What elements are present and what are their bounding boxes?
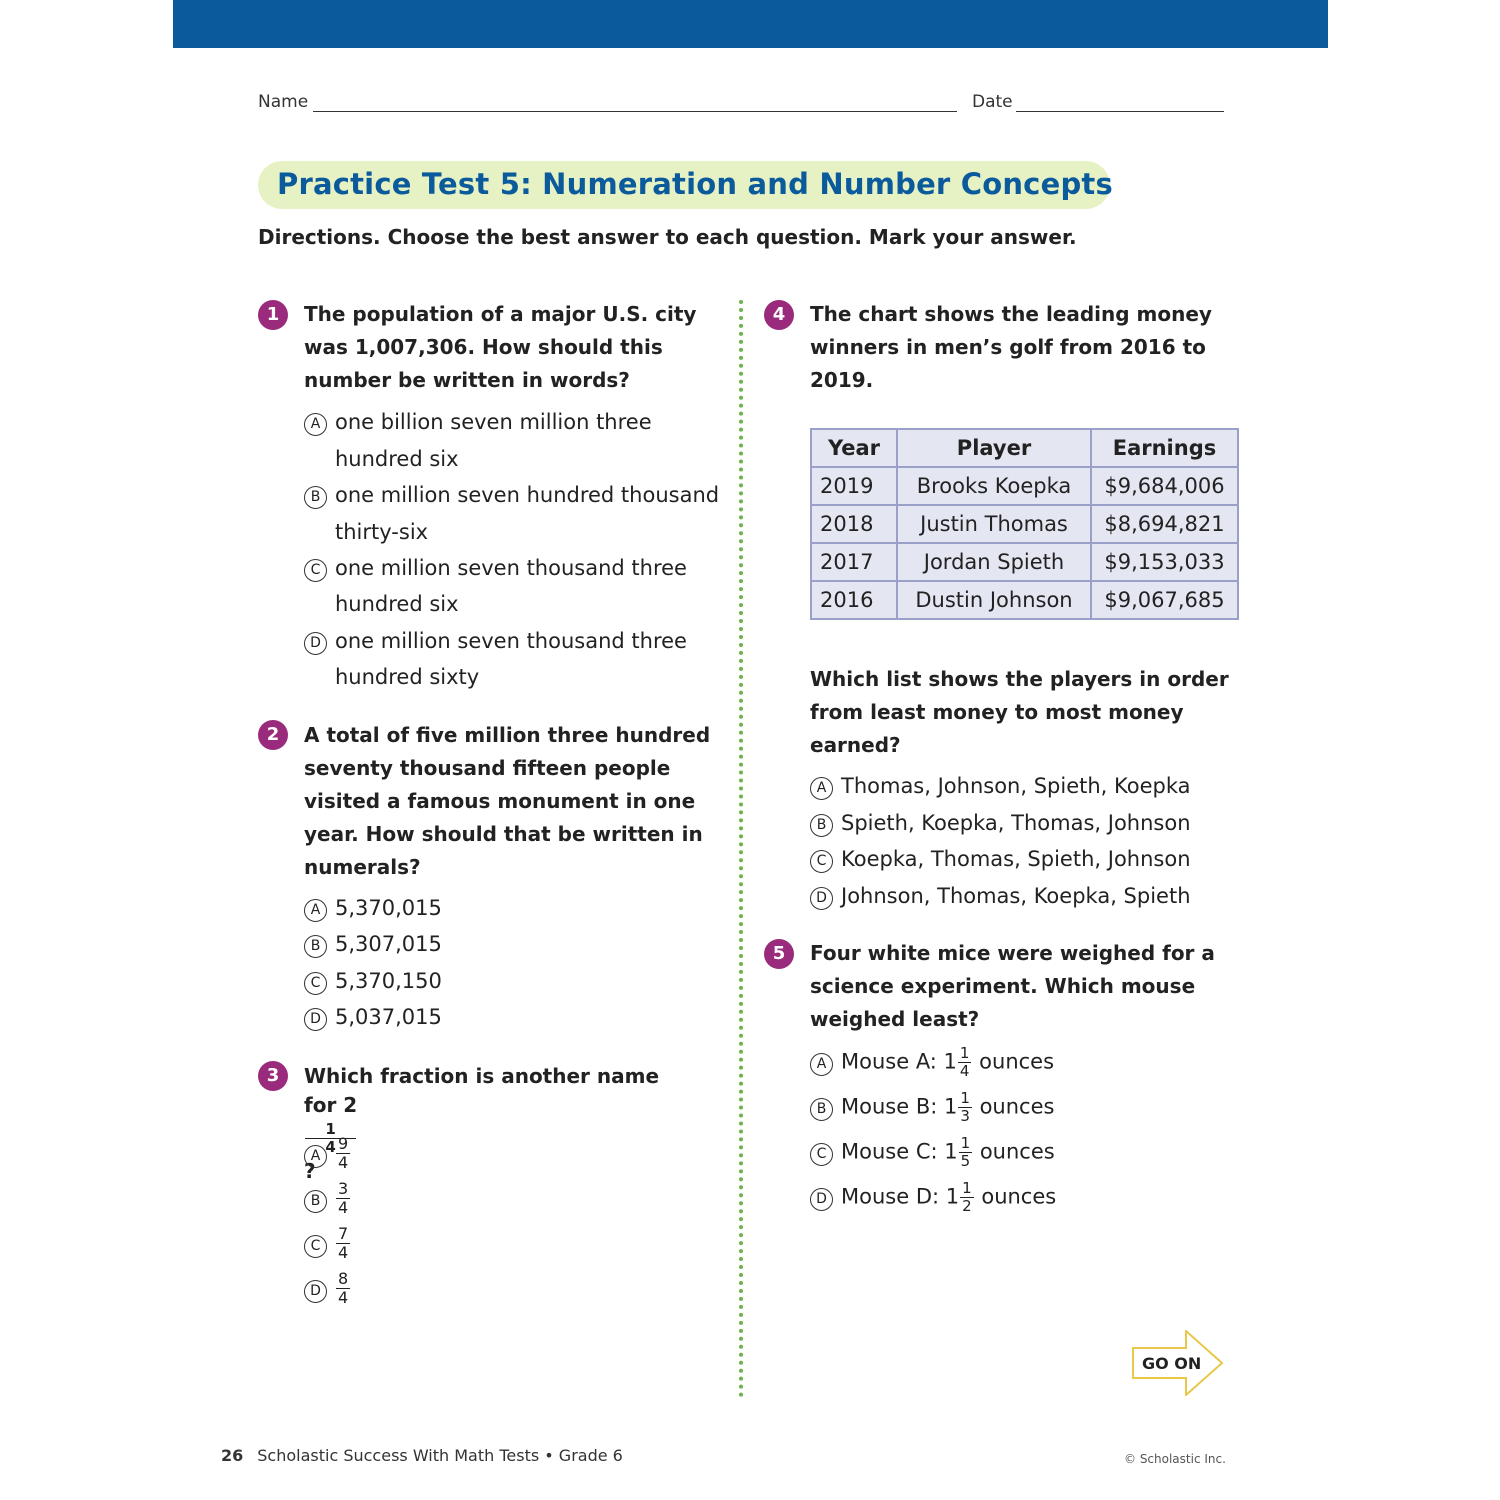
cell-earnings: $9,684,006: [1091, 467, 1238, 505]
page-number: 26: [221, 1446, 244, 1465]
fraction-denominator: 3: [960, 1107, 970, 1125]
option-text: one million seven thousand three: [335, 629, 687, 653]
fraction-denominator: 4: [338, 1153, 349, 1172]
question-number-3: 3: [258, 1061, 288, 1091]
table-row: [811, 505, 1238, 543]
option-text: 5,037,015: [335, 1005, 442, 1029]
page-title-banner: [258, 161, 1113, 209]
fraction-numerator: 1: [960, 1134, 971, 1152]
cell-year: 2017: [811, 543, 897, 581]
question-text-line: visited a famous monument in one: [304, 789, 696, 813]
cell-player: Justin Thomas: [897, 505, 1091, 543]
question-number-5: 5: [764, 939, 794, 969]
fraction-numerator: 8: [338, 1269, 349, 1288]
fraction-numerator: 1: [962, 1179, 972, 1197]
fraction: [336, 1181, 350, 1216]
cell-player: Jordan Spieth: [897, 543, 1091, 581]
go-on-label: GO ON: [1142, 1354, 1202, 1373]
cell-earnings: $9,067,685: [1091, 581, 1238, 619]
option-text-continued: hundred six: [335, 592, 459, 616]
answer-bubble-c[interactable]: C: [304, 972, 327, 995]
fraction: [960, 1181, 974, 1214]
answer-bubble-a[interactable]: A: [304, 413, 327, 436]
option-text: 5,370,015: [335, 896, 442, 920]
answer-bubble-c[interactable]: C: [810, 850, 833, 873]
cell-year: 2016: [811, 581, 897, 619]
fraction-numerator: 9: [338, 1134, 349, 1153]
answer-bubble-b[interactable]: B: [304, 1190, 327, 1213]
fraction-denominator: 4: [325, 1138, 336, 1156]
fraction: [336, 1136, 350, 1171]
column-header-year: Year: [811, 429, 897, 467]
name-field[interactable]: [313, 111, 957, 112]
cell-player: Brooks Koepka: [897, 467, 1091, 505]
top-color-bar: [173, 0, 1328, 48]
answer-bubble-b[interactable]: B: [304, 486, 327, 509]
question-5-text: [810, 937, 1215, 1036]
answer-bubble-a[interactable]: A: [304, 1145, 327, 1168]
option-fraction: [335, 1226, 351, 1261]
fraction-denominator: 5: [960, 1152, 971, 1170]
question-text-line: seventy thousand fifteen people: [304, 756, 671, 780]
fraction-numerator: 1: [960, 1089, 970, 1107]
fraction-denominator: 4: [338, 1243, 349, 1262]
question-text-line: Which list shows the players in order: [810, 667, 1229, 691]
option-text: [841, 1136, 1055, 1169]
answer-bubble-b[interactable]: B: [304, 935, 327, 958]
option-text-continued: hundred six: [335, 447, 459, 471]
question-text-line: science experiment. Which mouse: [810, 974, 1196, 998]
cell-year: 2018: [811, 505, 897, 543]
go-on-arrow: [1132, 1330, 1224, 1396]
answer-bubble-d[interactable]: D: [810, 887, 833, 910]
golf-earnings-table: [810, 428, 1239, 620]
unit-label: ounces: [979, 1139, 1055, 1164]
question-number-4: 4: [764, 300, 794, 330]
mixed-number-whole: Mouse B: 1: [841, 1094, 958, 1119]
fraction-denominator: 4: [338, 1288, 349, 1307]
option-text: Koepka, Thomas, Spieth, Johnson: [841, 847, 1191, 871]
question-text-line: was 1,007,306. How should this: [304, 335, 663, 359]
name-label: Name: [258, 92, 309, 112]
date-label: Date: [972, 92, 1013, 112]
table-header-row: [811, 429, 1238, 467]
option-text: Spieth, Koepka, Thomas, Johnson: [841, 811, 1191, 835]
question-text-line: winners in men’s golf from 2016 to: [810, 335, 1206, 359]
copyright: © Scholastic Inc.: [1124, 1452, 1226, 1466]
column-divider: [739, 300, 743, 1398]
unit-label: ounces: [981, 1184, 1057, 1209]
answer-bubble-d[interactable]: D: [304, 1280, 327, 1303]
question-text-line: earned?: [810, 733, 901, 757]
fraction: [336, 1226, 350, 1261]
answer-bubble-c[interactable]: C: [304, 1235, 327, 1258]
option-fraction: [335, 1136, 351, 1171]
option-text: 5,370,150: [335, 969, 442, 993]
mixed-number-whole: Mouse D: 1: [841, 1184, 960, 1209]
question-text-line: numerals?: [304, 855, 421, 879]
question-text-line: weighed least?: [810, 1007, 980, 1031]
cell-player: Dustin Johnson: [897, 581, 1091, 619]
mixed-number-whole: Mouse A: 1: [841, 1049, 957, 1074]
fraction-numerator: 3: [338, 1179, 349, 1198]
question-mark: ?: [304, 1159, 316, 1183]
option-text: [841, 1181, 1056, 1214]
option-text: one million seven thousand three: [335, 556, 687, 580]
question-1-text: [304, 298, 696, 397]
fraction-denominator: 4: [338, 1198, 349, 1217]
answer-bubble-a[interactable]: A: [304, 899, 327, 922]
question-text-line: from least money to most money: [810, 700, 1184, 724]
fraction-numerator: 1: [305, 1122, 356, 1139]
answer-bubble-d[interactable]: D: [304, 1008, 327, 1031]
option-text: Johnson, Thomas, Koepka, Spieth: [841, 884, 1191, 908]
name-date-row: [258, 92, 1224, 116]
question-text-line: Which fraction is another name: [304, 1064, 660, 1088]
mixed-number-whole: Mouse C: 1: [841, 1139, 958, 1164]
table-row: [811, 581, 1238, 619]
question-3-text: [304, 1060, 659, 1093]
fraction-denominator: 2: [962, 1197, 972, 1215]
fraction: [958, 1046, 972, 1079]
answer-bubble-b[interactable]: B: [810, 814, 833, 837]
cell-year: 2019: [811, 467, 897, 505]
option-text-continued: hundred sixty: [335, 665, 480, 689]
fraction-numerator: 1: [959, 1044, 970, 1062]
cell-earnings: $8,694,821: [1091, 505, 1238, 543]
footer-left: [221, 1446, 623, 1465]
option-fraction: [335, 1271, 351, 1306]
fraction: [336, 1271, 350, 1306]
option-text: one million seven hundred thousand: [335, 483, 720, 507]
answer-bubble-d[interactable]: D: [304, 632, 327, 655]
question-number-2: 2: [258, 720, 288, 750]
option-text: one billion seven million three: [335, 410, 652, 434]
answer-bubble-c[interactable]: C: [304, 559, 327, 582]
page-title: Practice Test 5: Numeration and Number Concepts: [277, 167, 1113, 201]
answer-bubble-a[interactable]: A: [810, 1053, 833, 1076]
answer-bubble-b[interactable]: B: [810, 1098, 833, 1121]
question-4-prompt: [810, 663, 1229, 762]
mixed-number-whole: for 2: [304, 1093, 358, 1117]
answer-bubble-d[interactable]: D: [810, 1188, 833, 1211]
unit-label: ounces: [979, 1049, 1055, 1074]
question-text-line: number be written in words?: [304, 368, 630, 392]
date-field[interactable]: [1016, 111, 1224, 112]
question-4-text: [810, 298, 1212, 397]
directions: Directions. Choose the best answer to each question. Mark your answer.: [258, 225, 1077, 249]
column-header-player: Player: [897, 429, 1091, 467]
question-text-line: Four white mice were weighed for a: [810, 941, 1215, 965]
question-text-line: 2019.: [810, 368, 874, 392]
fraction: [959, 1136, 973, 1169]
unit-label: ounces: [979, 1094, 1055, 1119]
book-title: Scholastic Success With Math Tests • Grade 6: [257, 1446, 623, 1465]
option-text: 5,307,015: [335, 932, 442, 956]
question-2-text: [304, 719, 710, 884]
column-header-earnings: Earnings: [1091, 429, 1238, 467]
question-text-line: The population of a major U.S. city: [304, 302, 697, 326]
fraction: [958, 1091, 972, 1124]
question-number-1: 1: [258, 300, 288, 330]
option-text: [841, 1091, 1054, 1124]
table-row: [811, 467, 1238, 505]
fraction-denominator: 4: [959, 1062, 970, 1080]
question-text-line: The chart shows the leading money: [810, 302, 1212, 326]
option-text: Thomas, Johnson, Spieth, Koepka: [841, 774, 1191, 798]
cell-earnings: $9,153,033: [1091, 543, 1238, 581]
option-fraction: [335, 1181, 351, 1216]
answer-bubble-a[interactable]: A: [810, 777, 833, 800]
question-text-line: A total of five million three hundred: [304, 723, 711, 747]
answer-bubble-c[interactable]: C: [810, 1143, 833, 1166]
option-text-continued: thirty-six: [335, 520, 429, 544]
fraction-numerator: 7: [338, 1224, 349, 1243]
table-row: [811, 543, 1238, 581]
option-text: [841, 1046, 1054, 1079]
question-text-line: year. How should that be written in: [304, 822, 703, 846]
